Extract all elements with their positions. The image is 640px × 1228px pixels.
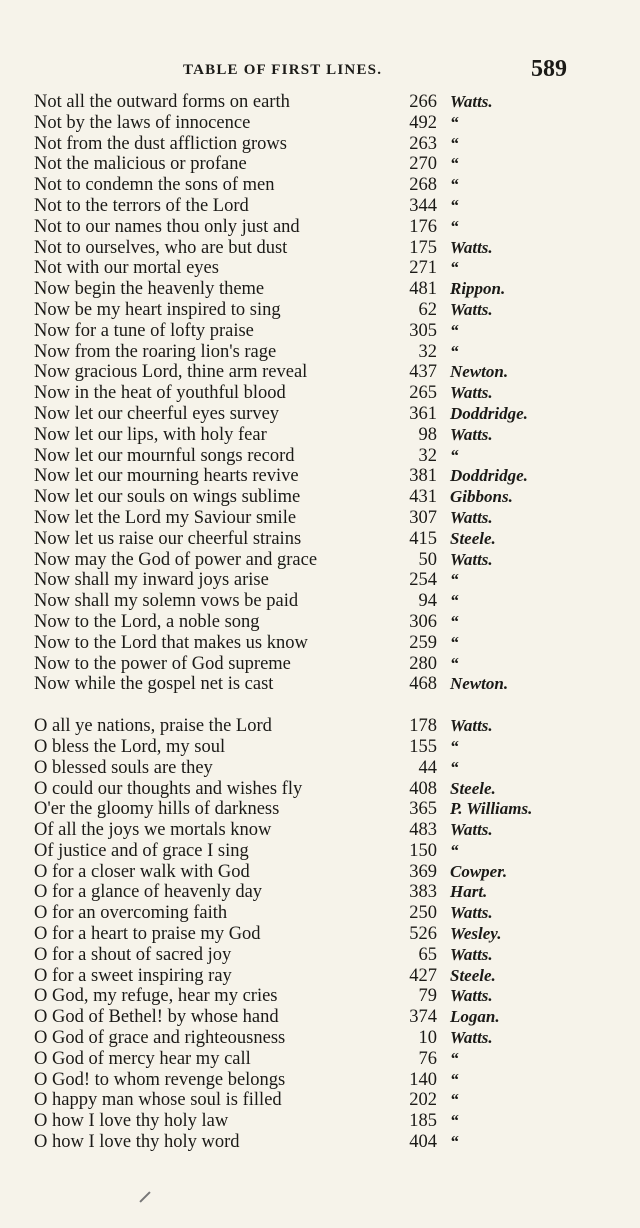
hymn-number: 32	[418, 445, 437, 466]
index-entry	[34, 446, 634, 467]
hymn-number: 526	[409, 924, 437, 945]
index-entry	[34, 758, 634, 779]
first-line-text: Of all the joys we mortals know	[34, 820, 272, 841]
hymn-number: 65	[418, 944, 437, 965]
hymn-number: 431	[409, 487, 437, 508]
first-line-text: O God! to whom revenge belongs	[34, 1069, 286, 1090]
hymn-number: 305	[409, 320, 437, 341]
author-name: Watts.	[450, 507, 493, 527]
first-line-text: Not to our names thou only just and	[34, 216, 300, 237]
index-entry	[34, 1132, 634, 1153]
first-line-text: O how I love thy holy word	[34, 1132, 240, 1153]
author-name: “	[450, 1111, 459, 1131]
author-name: “	[450, 112, 459, 132]
author-name: “	[450, 653, 459, 673]
hymn-number: 265	[409, 383, 437, 404]
page-number: 589	[531, 56, 567, 82]
first-line-text: Now gracious Lord, thine arm reveal	[34, 362, 308, 383]
first-line-text: Now may the God of power and grace	[34, 549, 318, 570]
author-name: Hart.	[450, 882, 488, 902]
first-line-text: O how I love thy holy law	[34, 1111, 229, 1132]
author-name: “	[450, 632, 459, 652]
author-name: “	[450, 133, 459, 153]
hymn-number: 270	[409, 154, 437, 175]
author-name: “	[450, 736, 459, 756]
author-name: Newton.	[450, 674, 509, 694]
index-entry	[34, 737, 634, 758]
index-entry	[34, 362, 634, 383]
author-name: Wesley.	[450, 924, 502, 944]
first-line-text: Now shall my solemn vows be paid	[34, 591, 299, 612]
author-name: Doddridge.	[450, 466, 528, 486]
hymn-number: 155	[409, 736, 437, 757]
first-line-text: O God of Bethel! by whose hand	[34, 1007, 279, 1028]
hymn-number: 483	[409, 820, 437, 841]
author-name: “	[450, 1132, 459, 1152]
first-line-text: Not from the dust affliction grows	[34, 133, 287, 154]
index-entry	[34, 466, 634, 487]
first-line-text: Now let our cheerful eyes survey	[34, 403, 280, 424]
index-entry	[34, 238, 634, 259]
hymn-number: 268	[409, 175, 437, 196]
index-entry	[34, 570, 634, 591]
index-entry	[34, 799, 634, 820]
author-name: “	[450, 258, 459, 278]
author-name: Watts.	[450, 549, 493, 569]
index-entry	[34, 612, 634, 633]
index-entry	[34, 404, 634, 425]
hymn-number: 32	[418, 341, 437, 362]
author-name: Watts.	[450, 299, 493, 319]
index-entry	[34, 945, 634, 966]
author-name: Newton.	[450, 362, 509, 382]
index-entry	[34, 820, 634, 841]
hymn-number: 98	[418, 424, 437, 445]
index-entry	[34, 342, 634, 363]
first-line-text: Not to the terrors of the Lord	[34, 195, 249, 216]
index-entry	[34, 1090, 634, 1111]
author-name: Watts.	[450, 1028, 493, 1048]
author-name: Watts.	[450, 820, 493, 840]
author-name: Watts.	[450, 383, 493, 403]
first-line-text: O for an overcoming faith	[34, 903, 228, 924]
index-entry	[34, 508, 634, 529]
author-name: “	[450, 570, 459, 590]
hymn-number: 280	[409, 653, 437, 674]
index-entry	[34, 196, 634, 217]
index-entry	[34, 841, 634, 862]
index-entry	[34, 175, 634, 196]
first-line-text: Now be my heart inspired to sing	[34, 299, 281, 320]
first-line-text: Not by the laws of innocence	[34, 112, 251, 133]
first-line-text: Not with our mortal eyes	[34, 258, 219, 279]
first-line-text: Now to the Lord, a noble song	[34, 611, 260, 632]
hymn-number: 361	[409, 403, 437, 424]
first-line-text: O bless the Lord, my soul	[34, 736, 226, 757]
author-name: Watts.	[450, 903, 493, 923]
author-name: P. Williams.	[450, 799, 533, 819]
author-name: Doddridge.	[450, 403, 528, 423]
author-name: Steele.	[450, 778, 496, 798]
author-name: Watts.	[450, 92, 493, 111]
author-name: “	[450, 216, 459, 236]
index-entry	[34, 1007, 634, 1028]
index-entry	[34, 300, 634, 321]
first-line-text: O for a heart to praise my God	[34, 924, 261, 945]
hymn-number: 150	[409, 840, 437, 861]
author-name: Rippon.	[450, 279, 506, 299]
author-name: “	[450, 840, 459, 860]
first-line-text: O God, my refuge, hear my cries	[34, 986, 278, 1007]
index-entry	[34, 487, 634, 508]
hymn-number: 383	[409, 882, 437, 903]
first-line-text: Now begin the heavenly theme	[34, 279, 265, 300]
author-name: Steele.	[450, 965, 496, 985]
hymn-number: 374	[409, 1007, 437, 1028]
hymn-number: 140	[409, 1069, 437, 1090]
first-lines-index	[34, 92, 634, 1153]
section-gap	[34, 695, 634, 716]
first-line-text: Now let our mournful songs record	[34, 445, 295, 466]
first-line-text: Now for a tune of lofty praise	[34, 320, 254, 341]
first-line-text: Now shall my inward joys arise	[34, 570, 269, 591]
ink-mark	[139, 1191, 150, 1202]
first-line-text: Now in the heat of youthful blood	[34, 383, 286, 404]
index-entry	[34, 550, 634, 571]
hymn-number: 50	[418, 549, 437, 570]
first-line-text: Not to condemn the sons of men	[34, 175, 275, 196]
hymn-number: 344	[409, 195, 437, 216]
first-line-text: Of justice and of grace I sing	[34, 840, 249, 861]
author-name: “	[450, 341, 459, 361]
author-name: “	[450, 154, 459, 174]
index-entry	[34, 217, 634, 238]
first-line-text: Now from the roaring lion's rage	[34, 341, 277, 362]
hymn-number: 259	[409, 632, 437, 653]
index-entry	[34, 134, 634, 155]
hymn-number: 408	[409, 778, 437, 799]
index-entry	[34, 591, 634, 612]
hymn-number: 62	[418, 299, 437, 320]
first-line-text: Not all the outward forms on earth	[34, 92, 290, 112]
author-name: “	[450, 611, 459, 631]
hymn-number: 175	[409, 237, 437, 258]
author-name: “	[450, 1069, 459, 1089]
hymn-number: 266	[409, 92, 437, 112]
index-entry	[34, 279, 634, 300]
hymn-number: 263	[409, 133, 437, 154]
author-name: “	[450, 445, 459, 465]
index-entry	[34, 258, 634, 279]
hymn-number: 381	[409, 466, 437, 487]
index-entry	[34, 779, 634, 800]
hymn-number: 176	[409, 216, 437, 237]
first-line-text: Now let the Lord my Saviour smile	[34, 507, 297, 528]
index-entry	[34, 986, 634, 1007]
first-line-text: O'er the gloomy hills of darkness	[34, 799, 280, 820]
index-entry	[34, 674, 634, 695]
first-line-text: O God of mercy hear my call	[34, 1048, 251, 1069]
hymn-number: 250	[409, 903, 437, 924]
running-title: TABLE OF FIRST LINES.	[183, 62, 383, 78]
author-name: Cowper.	[450, 861, 508, 881]
hymn-number: 94	[418, 591, 437, 612]
index-entry	[34, 1111, 634, 1132]
author-name: “	[450, 591, 459, 611]
first-line-text: O for a closer walk with God	[34, 861, 250, 882]
index-entry	[34, 154, 634, 175]
hymn-number: 415	[409, 528, 437, 549]
author-name: “	[450, 195, 459, 215]
author-name: Watts.	[450, 944, 493, 964]
author-name: Watts.	[450, 986, 493, 1006]
first-line-text: Now while the gospel net is cast	[34, 674, 274, 695]
index-entry	[34, 862, 634, 883]
author-name: Watts.	[450, 716, 493, 736]
index-entry	[34, 716, 634, 737]
first-line-text: Not to ourselves, who are but dust	[34, 237, 288, 258]
index-entry	[34, 882, 634, 903]
first-line-text: O for a shout of sacred joy	[34, 944, 232, 965]
first-line-text: Now let our mourning hearts revive	[34, 466, 299, 487]
index-entry	[34, 321, 634, 342]
first-line-text: Now let our lips, with holy fear	[34, 424, 267, 445]
hymn-number: 369	[409, 861, 437, 882]
hymn-number: 468	[409, 674, 437, 695]
index-entry	[34, 425, 634, 446]
author-name: Watts.	[450, 424, 493, 444]
index-entry	[34, 1028, 634, 1049]
author-name: Gibbons.	[450, 487, 513, 507]
first-line-text: O happy man whose soul is filled	[34, 1090, 282, 1111]
first-line-text: O for a glance of heavenly day	[34, 882, 263, 903]
hymn-number: 492	[409, 112, 437, 133]
hymn-number: 404	[409, 1132, 437, 1153]
first-line-text: Not the malicious or profane	[34, 154, 247, 175]
hymn-number: 365	[409, 799, 437, 820]
hymn-number: 10	[418, 1028, 437, 1049]
hymn-number: 307	[409, 507, 437, 528]
index-entry	[34, 654, 634, 675]
first-line-text: Now to the Lord that makes us know	[34, 632, 308, 653]
index-entry	[34, 1049, 634, 1070]
hymn-number: 202	[409, 1090, 437, 1111]
index-entry	[34, 113, 634, 134]
hymn-number: 254	[409, 570, 437, 591]
hymn-number: 427	[409, 965, 437, 986]
hymn-number: 76	[418, 1048, 437, 1069]
first-line-text: O blessed souls are they	[34, 757, 213, 778]
index-entry	[34, 924, 634, 945]
hymn-number: 306	[409, 611, 437, 632]
hymn-number: 79	[418, 986, 437, 1007]
hymn-number: 437	[409, 362, 437, 383]
page-header	[0, 56, 640, 86]
index-entry	[34, 1070, 634, 1091]
hymn-number: 185	[409, 1111, 437, 1132]
first-line-text: O all ye nations, praise the Lord	[34, 716, 272, 737]
index-entry	[34, 903, 634, 924]
author-name: “	[450, 1048, 459, 1068]
first-line-text: Now let our souls on wings sublime	[34, 487, 301, 508]
index-entry	[34, 633, 634, 654]
hymn-number: 44	[418, 757, 437, 778]
first-line-text: O could our thoughts and wishes fly	[34, 778, 303, 799]
author-name: “	[450, 757, 459, 777]
first-line-text: O for a sweet inspiring ray	[34, 965, 232, 986]
author-name: “	[450, 320, 459, 340]
index-entry	[34, 383, 634, 404]
first-line-text: Now to the power of God supreme	[34, 653, 291, 674]
first-line-text: O God of grace and righteousness	[34, 1028, 286, 1049]
hymn-number: 271	[409, 258, 437, 279]
index-entry	[34, 529, 634, 550]
author-name: “	[450, 175, 459, 195]
author-name: Steele.	[450, 528, 496, 548]
index-entry	[34, 966, 634, 987]
author-name: Watts.	[450, 237, 493, 257]
author-name: “	[450, 1090, 459, 1110]
first-line-text: Now let us raise our cheerful strains	[34, 528, 302, 549]
hymn-number: 481	[409, 279, 437, 300]
hymn-number: 178	[409, 716, 437, 737]
author-name: Logan.	[450, 1007, 500, 1027]
index-entry	[34, 92, 634, 113]
